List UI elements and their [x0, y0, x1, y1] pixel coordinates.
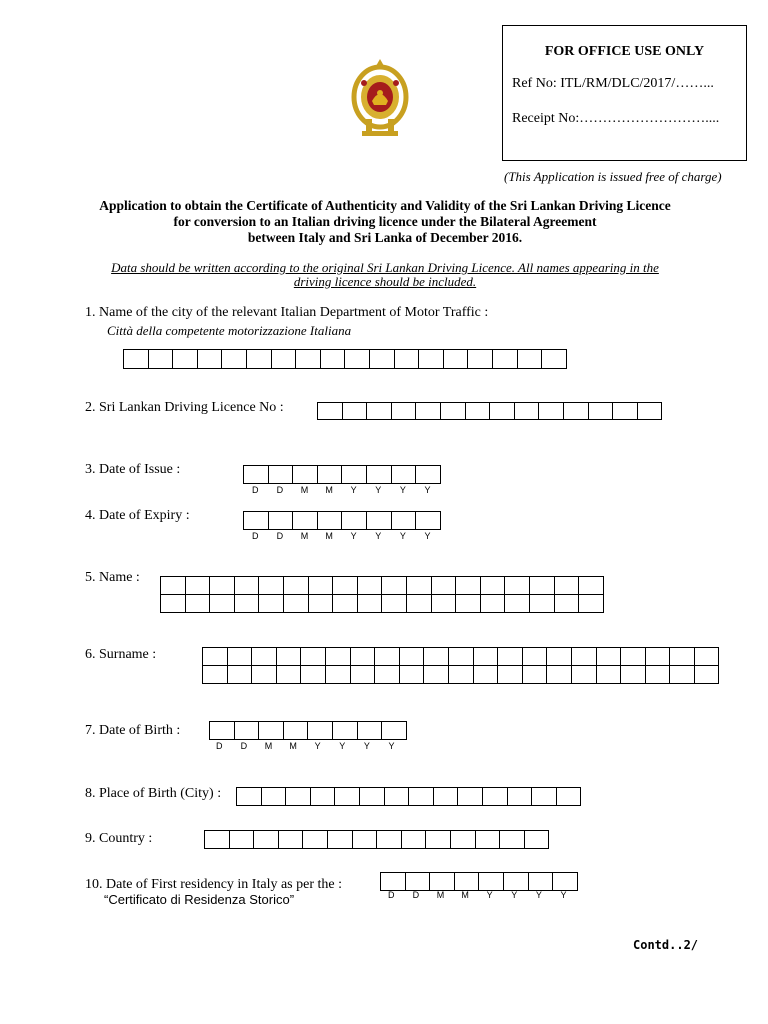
character-box[interactable]	[258, 721, 284, 740]
character-box[interactable]	[160, 594, 186, 613]
date-format-letter: Y	[363, 741, 370, 751]
character-box[interactable]	[300, 665, 326, 684]
character-box[interactable]	[473, 647, 499, 666]
date-format-letter: D	[412, 890, 420, 900]
character-box[interactable]	[440, 402, 466, 420]
date-format-letter: Y	[560, 890, 567, 900]
date-format-letter: Y	[486, 890, 493, 900]
character-box[interactable]	[202, 647, 228, 666]
character-box[interactable]	[694, 647, 720, 666]
character-box[interactable]	[443, 349, 469, 369]
date-format-letter: Y	[511, 890, 518, 900]
date-format-letter: Y	[375, 485, 382, 495]
character-box[interactable]	[350, 665, 376, 684]
character-box[interactable]	[522, 665, 548, 684]
date-format-hint	[243, 485, 440, 495]
character-box[interactable]	[431, 594, 457, 613]
character-box[interactable]	[448, 665, 474, 684]
character-box[interactable]	[612, 402, 638, 420]
character-box[interactable]	[450, 830, 476, 849]
surname-label: 6. Surname :	[85, 647, 157, 662]
character-box[interactable]	[482, 787, 508, 806]
character-box[interactable]	[431, 576, 457, 595]
character-box[interactable]	[342, 402, 368, 420]
character-box[interactable]	[504, 576, 530, 595]
character-box[interactable]	[325, 665, 351, 684]
character-box[interactable]	[415, 402, 441, 420]
character-box[interactable]	[399, 665, 425, 684]
character-box[interactable]	[234, 721, 260, 740]
character-box[interactable]	[344, 349, 370, 369]
character-box[interactable]	[285, 787, 311, 806]
date-format-letter: Y	[350, 531, 357, 541]
character-box[interactable]	[552, 872, 578, 891]
character-box[interactable]	[332, 594, 358, 613]
character-box[interactable]	[406, 576, 432, 595]
character-box[interactable]	[325, 647, 351, 666]
character-box[interactable]	[381, 594, 407, 613]
character-box[interactable]	[497, 647, 523, 666]
character-box[interactable]	[276, 647, 302, 666]
character-box[interactable]	[391, 465, 417, 484]
character-box[interactable]	[369, 349, 395, 369]
character-box[interactable]	[268, 511, 294, 530]
character-box[interactable]	[620, 647, 646, 666]
character-box[interactable]	[283, 721, 309, 740]
date-format-letter: M	[264, 741, 273, 751]
character-box[interactable]	[429, 872, 455, 891]
character-box[interactable]	[578, 576, 604, 595]
character-box[interactable]	[234, 576, 260, 595]
date-format-letter: Y	[424, 531, 431, 541]
box-row	[202, 647, 719, 666]
character-box[interactable]	[227, 647, 253, 666]
character-box[interactable]	[258, 576, 284, 595]
character-box[interactable]	[317, 511, 343, 530]
date-format-letter: Y	[314, 741, 321, 751]
character-box[interactable]	[246, 349, 272, 369]
character-box[interactable]	[258, 594, 284, 613]
character-box[interactable]	[391, 402, 417, 420]
character-box[interactable]	[546, 647, 572, 666]
character-box[interactable]	[292, 465, 318, 484]
date-format-letter: D	[388, 890, 395, 900]
character-box[interactable]	[334, 787, 360, 806]
title-line: between Italy and Sri Lanka of December 2016.	[247, 230, 523, 245]
date-format-letter: M	[436, 890, 445, 900]
character-box[interactable]	[556, 787, 582, 806]
character-box[interactable]	[391, 511, 417, 530]
date-format-letter: M	[325, 531, 333, 541]
character-box[interactable]	[308, 594, 334, 613]
character-box[interactable]	[251, 665, 277, 684]
character-box[interactable]	[359, 787, 385, 806]
country-label: 9. Country :	[85, 831, 153, 846]
character-box[interactable]	[645, 665, 671, 684]
character-box[interactable]	[243, 465, 269, 484]
instruction-line: Data should be written according to the original Sri Lankan Driving Licence. All names appearing in the	[111, 260, 659, 275]
character-box[interactable]	[408, 787, 434, 806]
character-box[interactable]	[669, 665, 695, 684]
character-box[interactable]	[465, 402, 491, 420]
character-box[interactable]	[276, 665, 302, 684]
character-box[interactable]	[467, 349, 493, 369]
character-box[interactable]	[497, 665, 523, 684]
character-box[interactable]	[302, 830, 328, 849]
character-box[interactable]	[425, 830, 451, 849]
character-box[interactable]	[283, 594, 309, 613]
character-box[interactable]	[517, 349, 543, 369]
office-use-box	[502, 25, 747, 161]
date-format-letter: Y	[535, 890, 542, 900]
date-format-letter: D	[240, 741, 248, 751]
character-box[interactable]	[380, 872, 406, 891]
character-box[interactable]	[209, 721, 235, 740]
character-box[interactable]	[300, 647, 326, 666]
character-box[interactable]	[546, 665, 572, 684]
instruction-note	[40, 261, 730, 289]
character-box[interactable]	[352, 830, 378, 849]
character-box[interactable]	[563, 402, 589, 420]
date-format-letter: Y	[350, 485, 357, 495]
character-box[interactable]	[295, 349, 321, 369]
character-box[interactable]	[503, 872, 529, 891]
character-box[interactable]	[694, 665, 720, 684]
character-box[interactable]	[415, 511, 441, 530]
character-box[interactable]	[620, 665, 646, 684]
character-box[interactable]	[327, 830, 353, 849]
character-box[interactable]	[357, 594, 383, 613]
character-box[interactable]	[480, 576, 506, 595]
character-box[interactable]	[317, 465, 343, 484]
residency-sublabel: “Certificato di Residenza Storico”	[104, 892, 295, 907]
date-format-hint	[207, 741, 404, 751]
residency-label: 10. Date of First residency in Italy as per the :	[85, 877, 342, 892]
date-format-letter: M	[325, 485, 333, 495]
character-box[interactable]	[541, 349, 567, 369]
character-box[interactable]	[227, 665, 253, 684]
character-box[interactable]	[251, 647, 277, 666]
date-format-letter: Y	[424, 485, 431, 495]
character-box[interactable]	[455, 594, 481, 613]
character-box[interactable]	[645, 647, 671, 666]
application-title	[40, 198, 730, 246]
character-box[interactable]	[268, 465, 294, 484]
character-box[interactable]	[283, 576, 309, 595]
name-label: 5. Name :	[85, 570, 140, 585]
character-box[interactable]	[123, 349, 149, 369]
date-format-letter: Y	[375, 531, 382, 541]
character-box[interactable]	[454, 872, 480, 891]
character-box[interactable]	[418, 349, 444, 369]
date-of-birth-input[interactable]	[209, 721, 407, 740]
character-box[interactable]	[554, 576, 580, 595]
character-box[interactable]	[522, 647, 548, 666]
character-box[interactable]	[433, 787, 459, 806]
character-box[interactable]	[317, 402, 343, 420]
character-box[interactable]	[202, 665, 228, 684]
date-format-letter: M	[461, 890, 469, 900]
date-format-letter: Y	[399, 531, 406, 541]
date-format-letter: D	[276, 531, 284, 541]
character-box[interactable]	[374, 665, 400, 684]
date-of-expiry-label: 4. Date of Expiry :	[85, 508, 190, 523]
ref-no: Ref No: ITL/RM/DLC/2017/……...	[512, 76, 714, 91]
character-box[interactable]	[637, 402, 663, 420]
character-box[interactable]	[423, 647, 449, 666]
date-format-letter: D	[276, 485, 284, 495]
character-box[interactable]	[514, 402, 540, 420]
character-box[interactable]	[221, 349, 247, 369]
instruction-line: driving licence should be included.	[293, 274, 477, 289]
licence-no-input[interactable]	[317, 402, 662, 420]
character-box[interactable]	[480, 594, 506, 613]
character-box[interactable]	[401, 830, 427, 849]
box-row	[160, 576, 604, 595]
date-format-hint	[243, 531, 440, 541]
character-box[interactable]	[489, 402, 515, 420]
city-label: 1. Name of the city of the relevant Italian Department of Motor Traffic :	[85, 305, 489, 320]
sri-lanka-emblem-icon	[350, 57, 410, 141]
character-box[interactable]	[366, 511, 392, 530]
character-box[interactable]	[669, 647, 695, 666]
date-of-issue-label: 3. Date of Issue :	[85, 462, 181, 477]
character-box[interactable]	[366, 465, 392, 484]
character-box[interactable]	[504, 594, 530, 613]
character-box[interactable]	[341, 511, 367, 530]
character-box[interactable]	[350, 647, 376, 666]
residency-date-input[interactable]	[380, 872, 578, 891]
character-box[interactable]	[209, 594, 235, 613]
place-of-birth-input[interactable]	[236, 787, 581, 806]
surname-input[interactable]	[202, 647, 719, 684]
character-box[interactable]	[499, 830, 525, 849]
character-box[interactable]	[457, 787, 483, 806]
character-box[interactable]	[357, 576, 383, 595]
character-box[interactable]	[524, 830, 550, 849]
character-box[interactable]	[310, 787, 336, 806]
character-box[interactable]	[399, 647, 425, 666]
date-format-hint	[379, 890, 576, 900]
character-box[interactable]	[531, 787, 557, 806]
country-input[interactable]	[204, 830, 549, 849]
character-box[interactable]	[455, 576, 481, 595]
city-input[interactable]	[123, 349, 567, 369]
character-box[interactable]	[332, 576, 358, 595]
character-box[interactable]	[243, 511, 269, 530]
character-box[interactable]	[271, 349, 297, 369]
character-box[interactable]	[278, 830, 304, 849]
character-box[interactable]	[588, 402, 614, 420]
place-of-birth-label: 8. Place of Birth (City) :	[85, 786, 222, 801]
character-box[interactable]	[596, 665, 622, 684]
character-box[interactable]	[405, 872, 431, 891]
character-box[interactable]	[578, 594, 604, 613]
date-format-letter: D	[252, 485, 259, 495]
character-box[interactable]	[234, 594, 260, 613]
free-of-charge-note: (This Application is issued free of charge)	[504, 169, 722, 184]
character-box[interactable]	[209, 576, 235, 595]
date-of-birth-label: 7. Date of Birth :	[85, 723, 181, 738]
character-box[interactable]	[366, 402, 392, 420]
character-box[interactable]	[406, 594, 432, 613]
character-box[interactable]	[596, 647, 622, 666]
date-format-letter: Y	[339, 741, 346, 751]
character-box[interactable]	[341, 465, 367, 484]
character-box[interactable]	[528, 872, 554, 891]
character-box[interactable]	[492, 349, 518, 369]
date-format-letter: D	[252, 531, 259, 541]
date-format-letter: M	[300, 485, 309, 495]
date-format-letter: M	[300, 531, 309, 541]
date-format-letter: M	[289, 741, 297, 751]
character-box[interactable]	[473, 665, 499, 684]
character-box[interactable]	[236, 787, 262, 806]
character-box[interactable]	[229, 830, 255, 849]
date-format-letter: D	[216, 741, 223, 751]
character-box[interactable]	[381, 576, 407, 595]
date-of-issue-input[interactable]	[243, 465, 441, 484]
character-box[interactable]	[197, 349, 223, 369]
character-box[interactable]	[394, 349, 420, 369]
character-box[interactable]	[185, 594, 211, 613]
date-format-letter: Y	[399, 485, 406, 495]
character-box[interactable]	[374, 647, 400, 666]
character-box[interactable]	[148, 349, 174, 369]
character-box[interactable]	[320, 349, 346, 369]
character-box[interactable]	[332, 721, 358, 740]
character-box[interactable]	[538, 402, 564, 420]
character-box[interactable]	[357, 721, 383, 740]
city-sublabel: Città della competente motorizzazione Italiana	[107, 323, 352, 338]
character-box[interactable]	[448, 647, 474, 666]
character-box[interactable]	[529, 594, 555, 613]
character-box[interactable]	[185, 576, 211, 595]
character-box[interactable]	[529, 576, 555, 595]
character-box[interactable]	[571, 665, 597, 684]
receipt-no: Receipt No:………………………....	[512, 111, 720, 126]
character-box[interactable]	[292, 511, 318, 530]
licence-no-label: 2. Sri Lankan Driving Licence No :	[85, 400, 284, 415]
box-row	[202, 665, 719, 684]
character-box[interactable]	[507, 787, 533, 806]
character-box[interactable]	[261, 787, 287, 806]
continued-note: Contd..2/	[633, 938, 699, 952]
character-box[interactable]	[376, 830, 402, 849]
character-box[interactable]	[475, 830, 501, 849]
character-box[interactable]	[307, 721, 333, 740]
character-box[interactable]	[204, 830, 230, 849]
character-box[interactable]	[423, 665, 449, 684]
character-box[interactable]	[384, 787, 410, 806]
date-of-expiry-input[interactable]	[243, 511, 441, 530]
title-line: Application to obtain the Certificate of Authenticity and Validity of the Sri Lankan Driving Licence	[99, 198, 671, 213]
character-box[interactable]	[160, 576, 186, 595]
character-box[interactable]	[571, 647, 597, 666]
office-use-title: FOR OFFICE USE ONLY	[544, 44, 705, 59]
date-format-letter: Y	[388, 741, 395, 751]
character-box[interactable]	[381, 721, 407, 740]
character-box[interactable]	[478, 872, 504, 891]
box-row	[160, 594, 604, 613]
character-box[interactable]	[308, 576, 334, 595]
character-box[interactable]	[415, 465, 441, 484]
character-box[interactable]	[253, 830, 279, 849]
character-box[interactable]	[554, 594, 580, 613]
character-box[interactable]	[172, 349, 198, 369]
name-input[interactable]	[160, 576, 604, 613]
title-line: for conversion to an Italian driving licence under the Bilateral Agreement	[173, 214, 597, 229]
